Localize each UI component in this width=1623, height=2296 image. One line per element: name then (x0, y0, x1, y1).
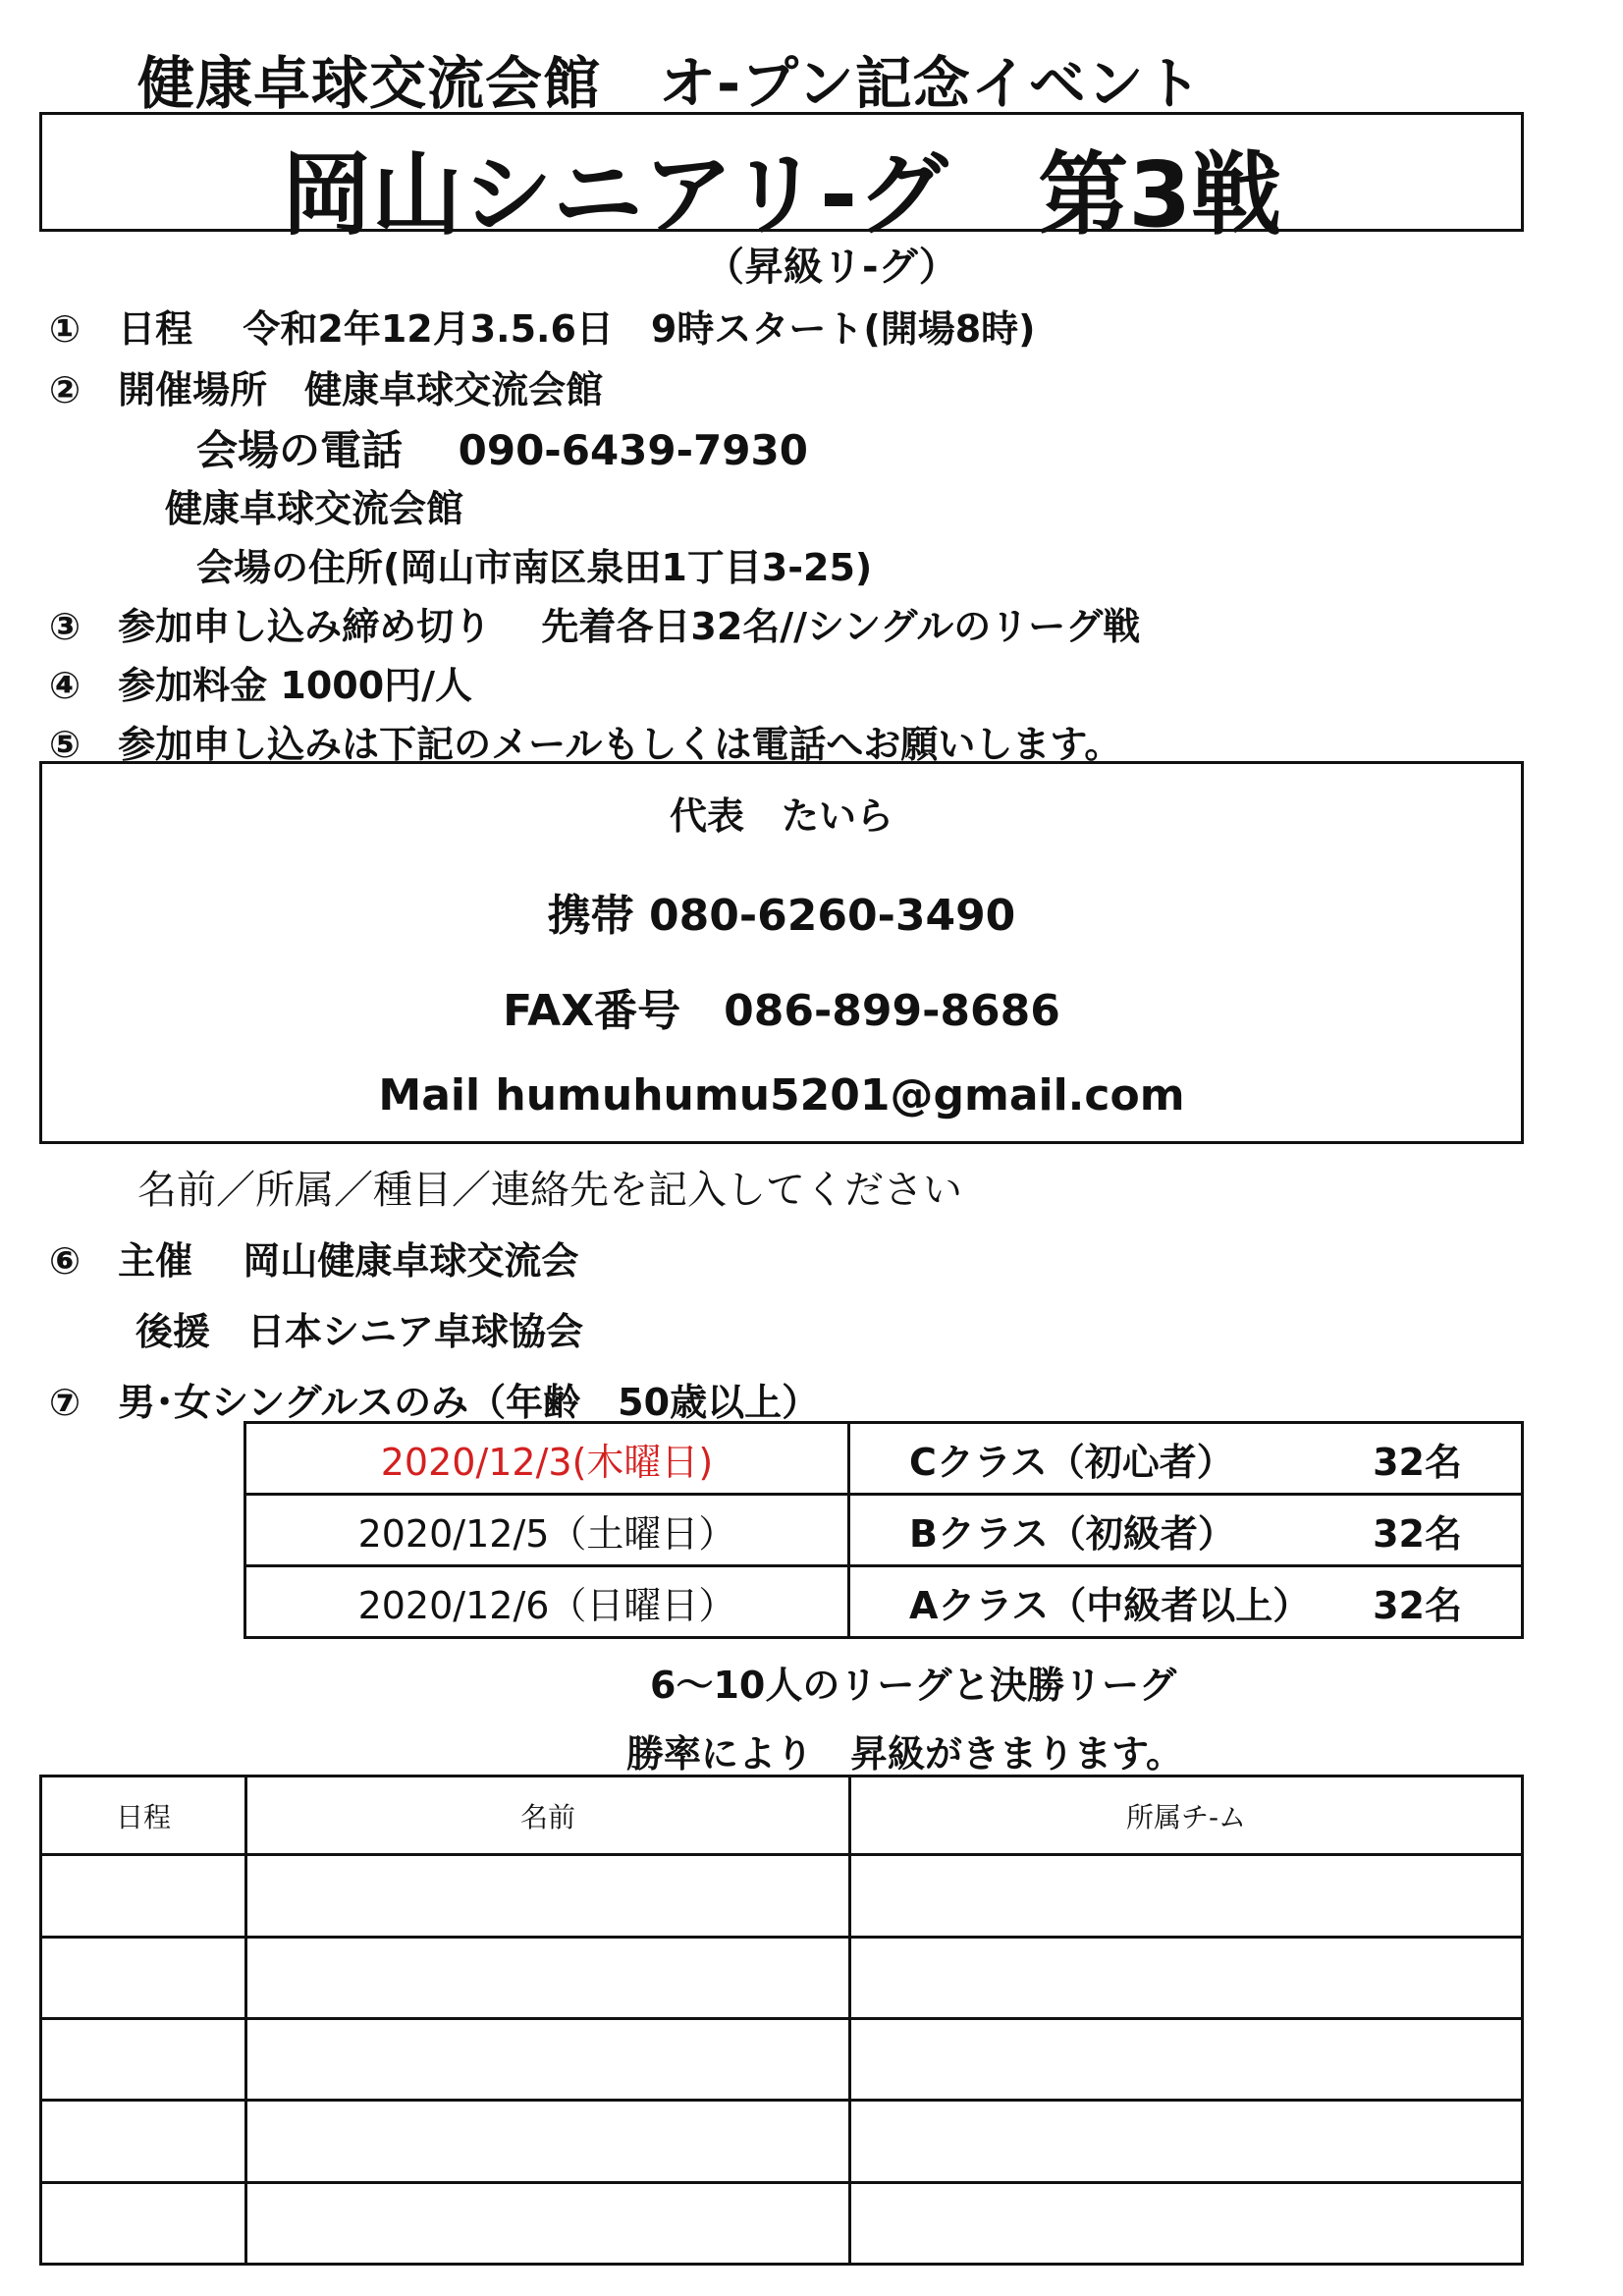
class-name: Cクラス（初心者） (909, 1440, 1234, 1484)
class-cell (849, 1423, 1523, 1495)
league-format: 6～10人のリーグと決勝リーグ (650, 1664, 1177, 1707)
class-date: 2020/12/5（土曜日） (245, 1495, 849, 1566)
fax-number: FAX番号 086-899-8686 (503, 986, 1060, 1036)
class-row (245, 1495, 1523, 1566)
organizer: ⑥ 主催 岡山健康卓球交流会 (49, 1239, 579, 1283)
main-title-box (39, 112, 1524, 247)
team-cell[interactable] (850, 2018, 1523, 2100)
name-cell[interactable] (246, 1855, 850, 1937)
name-cell[interactable] (246, 1937, 850, 2018)
team-cell[interactable] (850, 1855, 1523, 1937)
header-name: 名前 (246, 1777, 850, 1855)
name-cell[interactable] (246, 2018, 850, 2100)
representative: 代表 たいら (669, 794, 893, 838)
event-title: 健康卓球交流会館 オ-プン記念イベント (137, 50, 1203, 117)
schedule-cell[interactable] (41, 2182, 246, 2264)
schedule-cell[interactable] (41, 1937, 246, 2018)
mail-address: Mail humuhumu5201@gmail.com (378, 1070, 1185, 1121)
team-cell[interactable] (850, 2182, 1523, 2264)
table-row (41, 2182, 1523, 2264)
contact-box (39, 761, 1524, 1144)
class-cell (849, 1495, 1523, 1566)
header-team: 所属チ-ム (850, 1777, 1523, 1855)
table-row (41, 1855, 1523, 1937)
class-date: 2020/12/6（日曜日） (245, 1566, 849, 1638)
class-row (245, 1423, 1523, 1495)
class-date: 2020/12/3(木曜日) (245, 1423, 849, 1495)
class-table (243, 1421, 1524, 1639)
registration-header-row (41, 1777, 1523, 1855)
schedule-cell[interactable] (41, 2101, 246, 2182)
team-cell[interactable] (850, 1937, 1523, 2018)
name-cell[interactable] (246, 2182, 850, 2264)
class-capacity: 32名 (1373, 1511, 1462, 1556)
class-capacity: 32名 (1373, 1440, 1462, 1484)
team-cell[interactable] (850, 2101, 1523, 2182)
category: ⑦ 男･女シングルスのみ（年齢 50歳以上） (49, 1381, 820, 1424)
class-name: Bクラス（初級者） (909, 1511, 1235, 1556)
fill-in-note: 名前／所属／種目／連絡先を記入してください (137, 1168, 962, 1213)
class-capacity: 32名 (1373, 1583, 1462, 1627)
registration-table (39, 1775, 1524, 2266)
venue-phone: 会場の電話 090-6439-7930 (196, 426, 808, 474)
class-name: Aクラス（中級者以上） (909, 1583, 1311, 1627)
subtitle: （昇級リ-グ） (705, 245, 958, 290)
table-row (41, 2018, 1523, 2100)
schedule-cell[interactable] (41, 2018, 246, 2100)
header-schedule: 日程 (41, 1777, 246, 1855)
mobile-number: 携帯 080-6260-3490 (547, 891, 1016, 941)
sponsor: 後援 日本シニア卓球協会 (135, 1310, 584, 1353)
table-row (41, 1937, 1523, 2018)
schedule-cell[interactable] (41, 1855, 246, 1937)
apply-line: ⑤ 参加申し込みは下記のメールもしくは電話へお願いします。 (49, 723, 1122, 766)
promotion-note: 勝率により 昇級がきまります。 (626, 1732, 1183, 1776)
class-row (245, 1566, 1523, 1638)
table-row (41, 2101, 1523, 2182)
venue-name: 健康卓球交流会館 (165, 487, 464, 530)
venue-address: 会場の住所(岡山市南区泉田1丁目3-25) (196, 546, 873, 589)
fee-line: ④ 参加料金 1000円/人 (49, 664, 473, 707)
class-cell (849, 1566, 1523, 1638)
name-cell[interactable] (246, 2101, 850, 2182)
schedule-line: ① 日程 令和2年12月3.5.6日 9時スタート(開場8時) (49, 307, 1036, 351)
deadline-line: ③ 参加申し込み締め切り 先着各日32名//シングルのリーグ戦 (49, 605, 1141, 648)
venue-line: ② 開催場所 健康卓球交流会館 (49, 368, 604, 411)
main-title: 岡山シニアリ-グ 第3戦 (281, 142, 1282, 247)
